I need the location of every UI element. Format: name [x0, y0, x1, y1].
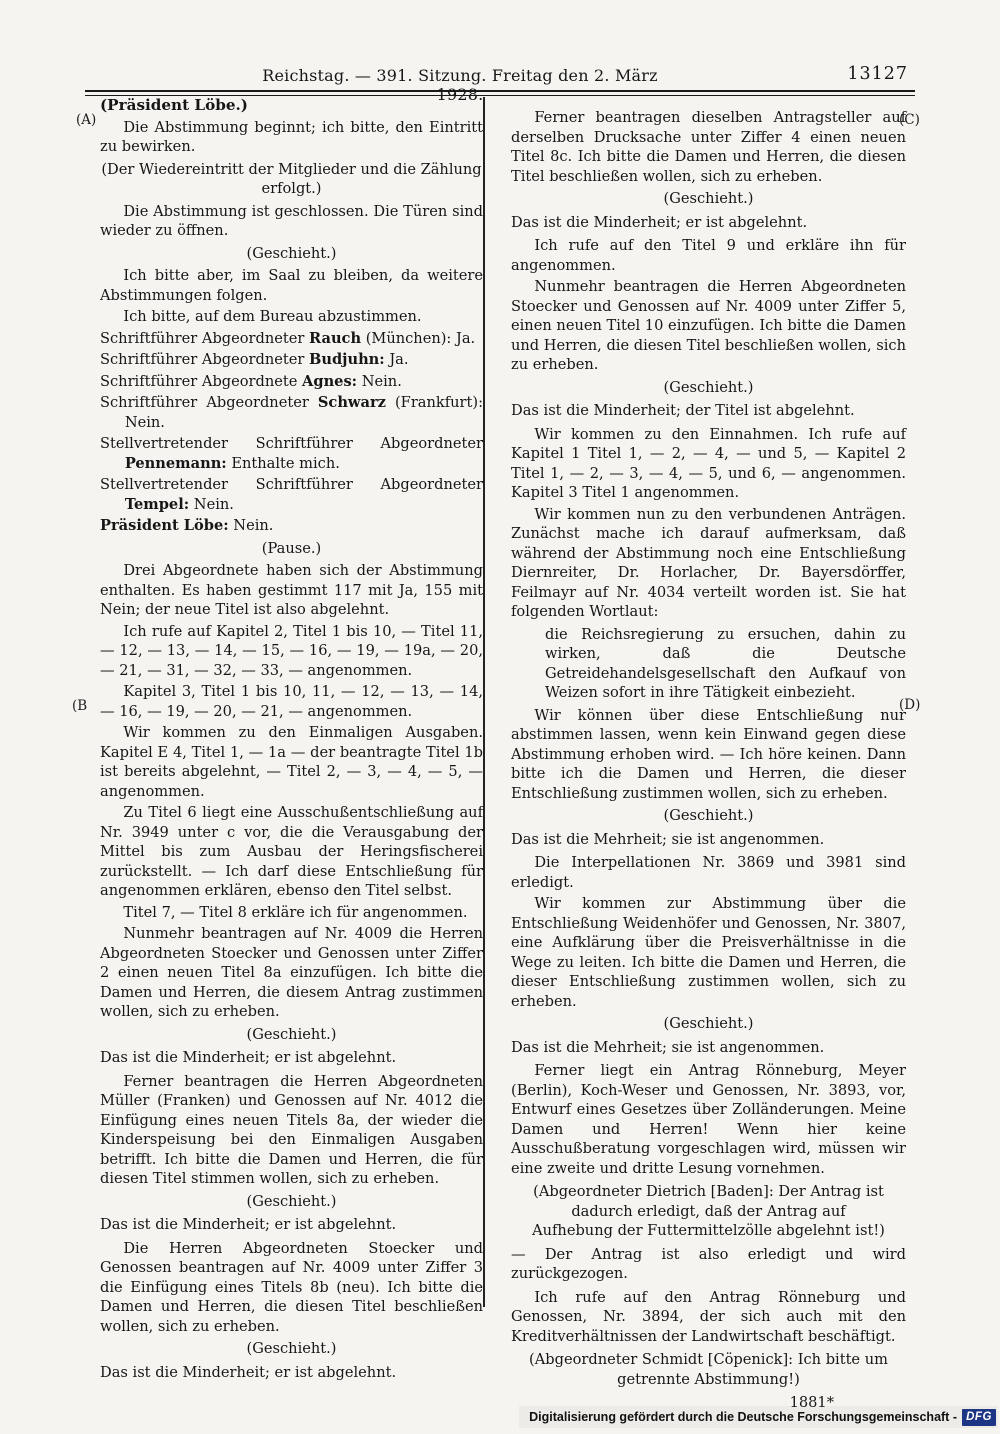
right-column	[511, 108, 906, 1415]
text-run: (Geschieht.)	[663, 807, 754, 824]
footer-credit-text: Digitalisierung gefördert durch die Deutsche Forschungsgemeinschaft -	[529, 1410, 957, 1424]
paragraph	[100, 1239, 483, 1337]
text-run: Die Abstimmung beginnt; ich bitte, den Eintritt zu bewirken.	[100, 118, 483, 155]
text-run: Die Abstimmung ist geschlossen. Die Türen sind wieder zu öffnen.	[100, 202, 483, 239]
stage-direction	[100, 1339, 483, 1359]
text-run: Tempel:	[124, 495, 190, 513]
text-run: — Der Antrag ist also erledigt und wird zurückgezogen.	[511, 1245, 906, 1282]
paragraph	[511, 236, 906, 275]
text-run: Ferner beantragen die Herren Abgeordneten Müller (Franken) und Genossen auf Nr. 4012 die Einfügung eines neuen Titels 8a, der wieder die Kinderspeisung bei den Einmaligen Ausgaben betrifft. Ich bitte die Damen und Herren, die für diesen Titel stimmen wollen, sich zu erheben.	[100, 1072, 483, 1187]
stage-direction	[100, 1192, 483, 1212]
text-run: Enthalte mich.	[226, 454, 340, 472]
text-run: Wir können über diese Entschließung nur abstimmen lassen, wenn kein Einwand gegen diese Abstimmung erhoben wird. — Ich höre keinen. Dann bitte ich die Damen und Herren, die dieser Entschließung zustimmen wollen, sich zu erheben.	[511, 706, 906, 802]
text-run: Das ist die Minderheit; er ist abgelehnt.	[511, 213, 808, 231]
text-run: Schwarz	[317, 394, 386, 411]
roll-call-line	[100, 475, 483, 514]
stage-direction	[511, 189, 906, 209]
paragraph	[100, 202, 483, 241]
stage-direction	[100, 244, 483, 264]
paragraph	[511, 706, 906, 804]
column-divider-rule	[483, 97, 485, 1307]
text-run: Das ist die Mehrheit; sie ist angenommen.	[511, 1038, 825, 1056]
text-run: Stellvertretender Schriftführer Abgeordneter	[100, 476, 483, 493]
stage-direction	[100, 539, 483, 559]
text-run: Wir kommen zu den Einmaligen Ausgaben. Kapitel E 4, Titel 1, — 1a — der beantragte Titel 1b ist bereits abgelehnt, — Titel 2, — 3, — 4, — 5, — angenommen.	[100, 724, 483, 800]
result-line	[511, 830, 906, 850]
left-column	[100, 96, 483, 1386]
text-run: Das ist die Mehrheit; sie ist angenommen.	[511, 830, 825, 848]
result-line	[511, 401, 906, 421]
text-run: (Der Wiedereintritt der Mitglieder und die Zählung erfolgt.)	[101, 160, 482, 197]
text-run: Nunmehr beantragen die Herren Abgeordneten Stoecker und Genossen auf Nr. 4009 unter Ziffer 5, einen neuen Titel 10 einzufügen. Ich bitte die Damen und Herren, die diesen Titel beschließen wollen, sich zu erheben.	[511, 278, 906, 373]
text-run: Schriftführer Abgeordneter	[100, 394, 318, 411]
text-run: Ferner liegt ein Antrag Rönneburg, Meyer (Berlin), Koch-Weser und Genossen, Nr. 3893, vor, Entwurf eines Gesetzes über Zolländerungen. Meine Damen und Herren! Wenn hier keine Ausschußberatung vorgeschlagen wird, müssen wir eine zweite und dritte Lesung vornehmen.	[511, 1062, 906, 1177]
text-run: 1881*	[789, 1394, 834, 1411]
text-run: Die Interpellationen Nr. 3869 und 3981 sind erledigt.	[511, 854, 906, 891]
roll-call-line	[100, 434, 483, 473]
paragraph	[511, 853, 906, 892]
stage-direction	[100, 160, 483, 199]
text-run: Nein.	[228, 517, 274, 534]
text-run: Nunmehr beantragen auf Nr. 4009 die Herren Abgeordneten Stoecker und Genossen unter Ziffer 2 einen neuen Titel 8a einzufügen. Ich bitte die Damen und Herren, die diesem Antrag zustimmen wollen, sich zu erheben.	[100, 925, 483, 1020]
text-run: (Geschieht.)	[246, 1025, 337, 1043]
text-run: Pennemann:	[124, 454, 227, 472]
text-run: (Pause.)	[261, 539, 322, 557]
text-run: (Abgeordneter Schmidt [Cöpenick]: Ich bitte um getrennte Abstimmung!)	[529, 1351, 888, 1388]
roll-call-line	[100, 393, 483, 432]
result-line	[100, 1048, 483, 1068]
text-run: (Abgeordneter Dietrich [Baden]: Der Antrag ist dadurch erledigt, daß der Antrag auf Aufhebung der Futtermittelzölle abgelehnt ist!)	[532, 1183, 885, 1239]
paragraph	[100, 723, 483, 801]
text-run: Ich rufe auf den Titel 9 und erkläre ihn für angenommen.	[511, 237, 906, 274]
text-run: Nein.	[189, 495, 234, 513]
text-run: (München): Ja.	[361, 329, 476, 347]
roll-call-line	[100, 350, 483, 370]
text-run: Ich rufe auf Kapitel 2, Titel 1 bis 10, — Titel 11, — 12, — 13, — 14, — 15, — 16, — 19, — 19a, — 20, — 21, — 31, — 32, — 33, — angenommen.	[100, 622, 483, 679]
result-line	[100, 1363, 483, 1383]
text-run: Präsident Löbe:	[100, 517, 229, 534]
stage-direction	[100, 1025, 483, 1045]
margin-marker-b: (B	[72, 698, 88, 714]
text-run: Drei Abgeordnete haben sich der Abstimmung enthalten. Es haben gestimmt 117 mit Ja, 155 mit Nein; der neue Titel ist also abgelehnt.	[100, 562, 483, 618]
paragraph	[511, 277, 906, 375]
roll-call-line	[100, 372, 483, 392]
text-run: die Reichsregierung zu ersuchen, dahin zu wirken, daß die Deutsche Getreidehandelsgesellschaft den Aufkauf von Weizen sofort in ihre Tätigkeit einbezieht.	[545, 625, 906, 701]
paragraph	[100, 622, 483, 681]
paragraph	[511, 1061, 906, 1178]
paragraph	[100, 307, 483, 327]
text-run: Stellvertretender Schriftführer Abgeordneter	[100, 435, 483, 452]
digitization-credit	[519, 1406, 998, 1428]
interjection	[511, 1182, 906, 1241]
paragraph	[100, 266, 483, 305]
interjection	[511, 1350, 906, 1389]
result-line	[511, 213, 906, 233]
text-run: Zu Titel 6 liegt eine Ausschußentschließung auf Nr. 3949 unter c vor, die die Verausgabung der Mittel bis zum Ausbau der Heringsfischerei zurückstellt. — Ich darf diese Entschließung für angenommen erklären, ebenso den Titel selbst.	[100, 804, 483, 899]
paragraph	[100, 1072, 483, 1189]
text-run: Wir kommen zur Abstimmung über die Entschließung Weidenhöfer und Genossen, Nr. 3807, eine Aufklärung über die Preisverhältnisse in die Wege zu leiten. Ich bitte die Damen und Herren, die dieser Entschließung zustimmen wollen, sich zu erheben.	[511, 895, 906, 1010]
margin-marker-d: (D)	[899, 697, 921, 713]
text-run: Nein.	[357, 372, 402, 390]
text-run: (Geschieht.)	[663, 378, 754, 396]
text-run: Agnes:	[302, 372, 358, 390]
text-run: Das ist die Minderheit; er ist abgelehnt.	[100, 1363, 397, 1381]
text-run: Schriftführer Abgeordnete	[100, 372, 303, 390]
roll-call-line	[100, 329, 483, 349]
resolution-quote	[545, 625, 906, 703]
text-run: Das ist die Minderheit; der Titel ist abgelehnt.	[511, 402, 855, 419]
paragraph	[100, 682, 483, 721]
text-run: Wir kommen zu den Einnahmen. Ich rufe auf Kapitel 1 Titel 1, — 2, — 4, — und 5, — Kapitel 2 Titel 1, — 2, — 3, — 4, — 5, und 6, — angenommen. Kapitel 3 Titel 1 angenommen.	[511, 425, 906, 501]
result-line	[511, 1038, 906, 1058]
paragraph	[511, 1288, 906, 1347]
text-run: (Geschieht.)	[246, 1192, 337, 1210]
paragraph	[511, 505, 906, 622]
text-run: Das ist die Minderheit; er ist abgelehnt.	[100, 1049, 397, 1066]
text-run: Schriftführer Abgeordneter	[100, 329, 310, 347]
margin-marker-a: (A)	[76, 112, 97, 128]
text-run: Titel 7, — Titel 8 erkläre ich für angenommen.	[123, 903, 468, 921]
text-run: Ferner beantragen dieselben Antragsteller auf derselben Drucksache unter Ziffer 4 einen neuen Titel 8c. Ich bitte die Damen und Herren, die diesen Titel beschließen wollen, sich zu erheben.	[511, 109, 906, 185]
result-line	[511, 1245, 906, 1284]
stage-direction	[511, 806, 906, 826]
text-run: Kapitel 3, Titel 1 bis 10, 11, — 12, — 13, — 14, — 16, — 19, — 20, — 21, — angenommen.	[100, 683, 483, 720]
paragraph	[511, 894, 906, 1011]
paragraph	[100, 118, 483, 157]
paragraph	[100, 903, 483, 923]
speaker-heading	[100, 96, 483, 116]
paragraph	[100, 561, 483, 620]
text-run: Schriftführer Abgeordneter	[100, 351, 310, 368]
stage-direction	[511, 378, 906, 398]
paragraph	[100, 924, 483, 1022]
paragraph	[511, 425, 906, 503]
page-number: 13127	[847, 64, 908, 84]
text-run: (Geschieht.)	[663, 190, 754, 207]
text-run: (Präsident Löbe.)	[100, 96, 248, 114]
paragraph	[100, 803, 483, 901]
text-run: Ich rufe auf den Antrag Rönneburg und Genossen, Nr. 3894, der sich auch mit den Kreditverhältnissen der Landwirtschaft beschäftigt.	[511, 1288, 906, 1345]
text-run: Ja.	[384, 351, 409, 368]
text-run: (Geschieht.)	[246, 1340, 337, 1357]
roll-call-line	[100, 516, 483, 536]
text-run: Die Herren Abgeordneten Stoecker und Genossen beantragen auf Nr. 4009 unter Ziffer 3 die Einfügung eines Titels 8b (neu). Ich bitte die Damen und Herren, die diesen Titel beschließen wollen, sich zu erheben.	[100, 1239, 483, 1335]
text-run: Ich bitte aber, im Saal zu bleiben, da weitere Abstimmungen folgen.	[100, 267, 483, 304]
dfg-logo: DFG	[962, 1409, 996, 1426]
page-header-title: Reichstag. — 391. Sitzung. Freitag den 2. März 1928.	[262, 66, 658, 104]
text-run: Ich bitte, auf dem Bureau abzustimmen.	[123, 308, 422, 325]
text-run: Wir kommen nun zu den verbundenen Anträgen. Zunächst mache ich darauf aufmerksam, daß während der Abstimmung noch eine Entschließung Diernreiter, Dr. Horlacher, Dr. Bayersdörffer, Feilmayr auf Nr. 4034 verteilt worden ist. Sie hat folgenden Wortlaut:	[511, 505, 906, 620]
text-run: Budjuhn:	[309, 351, 385, 368]
text-run: (Geschieht.)	[246, 244, 337, 262]
paragraph	[511, 108, 906, 186]
text-run: (Frankfurt): Nein.	[124, 394, 483, 431]
text-run: Rauch	[309, 329, 362, 347]
margin-marker-c: (C)	[899, 112, 920, 128]
text-run: (Geschieht.)	[663, 1015, 754, 1032]
result-line	[100, 1215, 483, 1235]
text-run: Das ist die Minderheit; er ist abgelehnt.	[100, 1216, 397, 1233]
stage-direction	[511, 1014, 906, 1034]
